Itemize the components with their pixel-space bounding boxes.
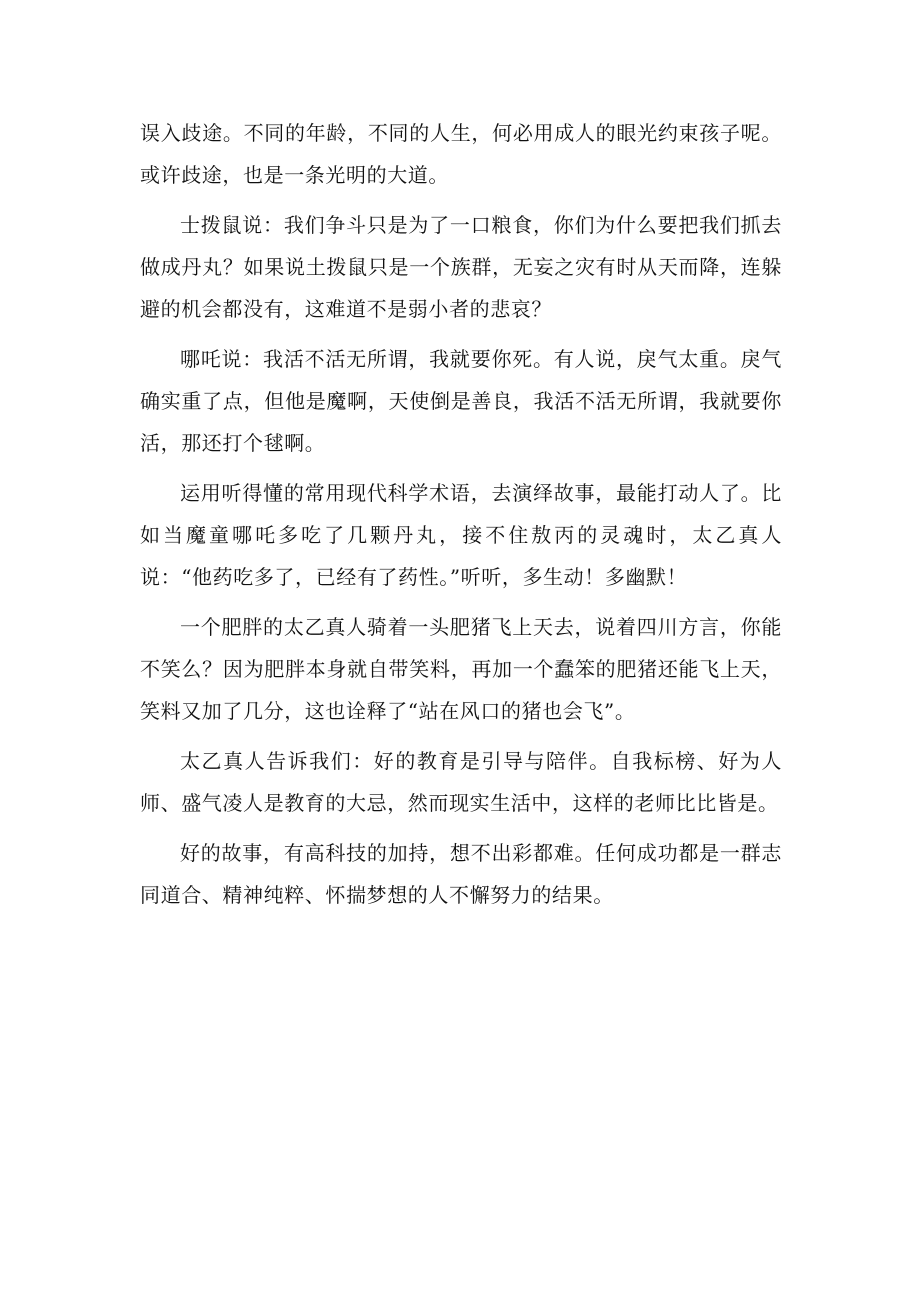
- paragraph-nezha: 哪吒说：我活不活无所谓，我就要你死。有人说，戾气太重。戾气确实重了点，但他是魔啊，天使倒是善良，我活不活无所谓，我就要你活，那还打个毬啊。: [140, 347, 782, 455]
- paragraph-flying-pig: 一个肥胖的太乙真人骑着一头肥猪飞上天去，说着四川方言，你能不笑么？因为肥胖本身就自带笑料，再加一个蠢笨的肥猪还能飞上天，笑料又加了几分，这也诠释了“站在风口的猪也会飞”。: [140, 615, 782, 723]
- paragraph-science-terms: 运用听得懂的常用现代科学术语，去演绎故事，最能打动人了。比如当魔童哪吒多吃了几颗丹丸，接不住敖丙的灵魂时，太乙真人说：“他药吃多了，已经有了药性。”听听，多生动！多幽默！: [140, 481, 782, 589]
- body-text: [140, 112, 782, 924]
- paragraph-groundhog: 士拨鼠说：我们争斗只是为了一口粮食，你们为什么要把我们抓去做成丹丸？如果说土拨鼠只是一个族群，无妄之灾有时从天而降，连躲避的机会都没有，这难道不是弱小者的悲哀？: [140, 213, 782, 321]
- paragraph-conclusion: 好的故事，有高科技的加持，想不出彩都难。任何成功都是一群志同道合、精神纯粹、怀揣梦想的人不懈努力的结果。: [140, 841, 782, 907]
- paragraph-education: 太乙真人告诉我们：好的教育是引导与陪伴。自我标榜、好为人师、盛气凌人是教育的大忌，然而现实生活中，这样的老师比比皆是。: [140, 749, 782, 815]
- paragraph-continuation: 误入歧途。不同的年龄，不同的人生，何必用成人的眼光约束孩子呢。或许歧途，也是一条光明的大道。: [140, 121, 782, 187]
